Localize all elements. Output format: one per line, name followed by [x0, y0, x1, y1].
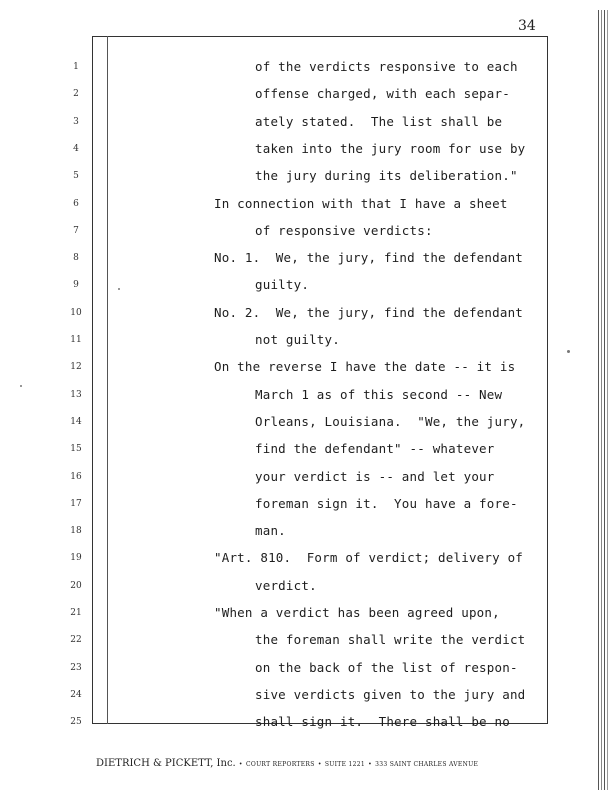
transcript-line: find the defendant" -- whatever: [255, 441, 495, 457]
footer-role: COURT REPORTERS: [245, 761, 315, 768]
footer: [96, 758, 556, 769]
transcript-line: No. 1. We, the jury, find the defendant: [214, 250, 524, 266]
footer-firm: DIETRICH & PICKETT, Inc.: [96, 758, 236, 769]
transcript-line: taken into the jury room for use by: [255, 140, 526, 156]
line-number: 9: [73, 280, 79, 291]
transcript-line: ately stated. The list shall be: [255, 113, 503, 129]
line-number: 6: [73, 198, 79, 209]
footer-bullet: •: [368, 761, 372, 768]
scan-speck: [118, 288, 120, 290]
line-number: 2: [73, 89, 79, 100]
transcript-line: guilty.: [255, 277, 310, 293]
line-number: 1: [73, 62, 79, 72]
line-number: 4: [73, 143, 79, 154]
transcript-line: your verdict is -- and let your: [255, 468, 495, 484]
transcript-line: On the reverse I have the date -- it is: [214, 359, 516, 375]
line-number: 3: [73, 116, 79, 127]
line-number: 12: [70, 362, 82, 373]
transcript-line: "When a verdict has been agreed upon,: [214, 605, 500, 620]
scan-edge-artifact: [596, 10, 612, 790]
footer-bullet: •: [238, 761, 243, 768]
line-number: 15: [70, 444, 82, 455]
line-number: 23: [70, 662, 82, 673]
transcript-line: "Art. 810. Form of verdict; delivery of: [214, 550, 524, 566]
line-number: 22: [70, 635, 82, 646]
line-number: 18: [70, 526, 82, 537]
transcript-line: foreman sign it. You have a fore-: [255, 495, 518, 511]
transcript-frame: [92, 36, 548, 724]
footer-bullet: •: [317, 761, 322, 768]
line-number: 25: [70, 717, 82, 728]
transcript-line: In connection with that I have a sheet: [214, 195, 508, 211]
line-number: 24: [70, 689, 82, 700]
line-number: 17: [70, 498, 82, 509]
footer-suite: SUITE 1221: [324, 761, 365, 768]
footer-address: 333 SAINT CHARLES AVENUE: [375, 761, 479, 768]
transcript-line: offense charged, with each separ-: [255, 86, 510, 102]
transcript-line: No. 2. We, the jury, find the defendant: [214, 304, 524, 320]
scan-speck: [567, 350, 570, 353]
scan-speck: [20, 385, 22, 387]
margin-rule: [107, 36, 108, 724]
transcript-line: March 1 as of this second -- New: [255, 386, 503, 402]
line-number: 8: [73, 253, 79, 264]
transcript-line: Orleans, Louisiana. "We, the jury,: [255, 413, 526, 429]
line-number: 7: [73, 225, 79, 236]
line-number: 10: [70, 307, 82, 318]
line-number: 5: [73, 171, 79, 182]
transcript-line: verdict.: [255, 577, 317, 593]
line-number: 11: [70, 335, 82, 345]
transcript-line: not guilty.: [255, 332, 340, 347]
transcript-line: man.: [255, 523, 286, 539]
transcript-line: the foreman shall write the verdict: [255, 632, 526, 648]
transcript-line: on the back of the list of respon-: [255, 659, 518, 675]
line-number: 16: [70, 471, 82, 482]
line-number: 20: [70, 580, 82, 591]
line-number: 14: [70, 416, 82, 427]
line-number: 19: [70, 553, 82, 564]
transcript-line: sive verdicts given to the jury and: [255, 686, 526, 702]
transcript-line: of the verdicts responsive to each: [255, 59, 518, 74]
transcript-line: of responsive verdicts:: [255, 222, 433, 238]
transcript-line: shall sign it. There shall be no: [255, 714, 510, 730]
page-number: 34: [518, 18, 536, 34]
line-number: 13: [70, 389, 82, 400]
transcript-line: the jury during its deliberation.": [255, 168, 518, 184]
line-number: 21: [70, 608, 82, 618]
